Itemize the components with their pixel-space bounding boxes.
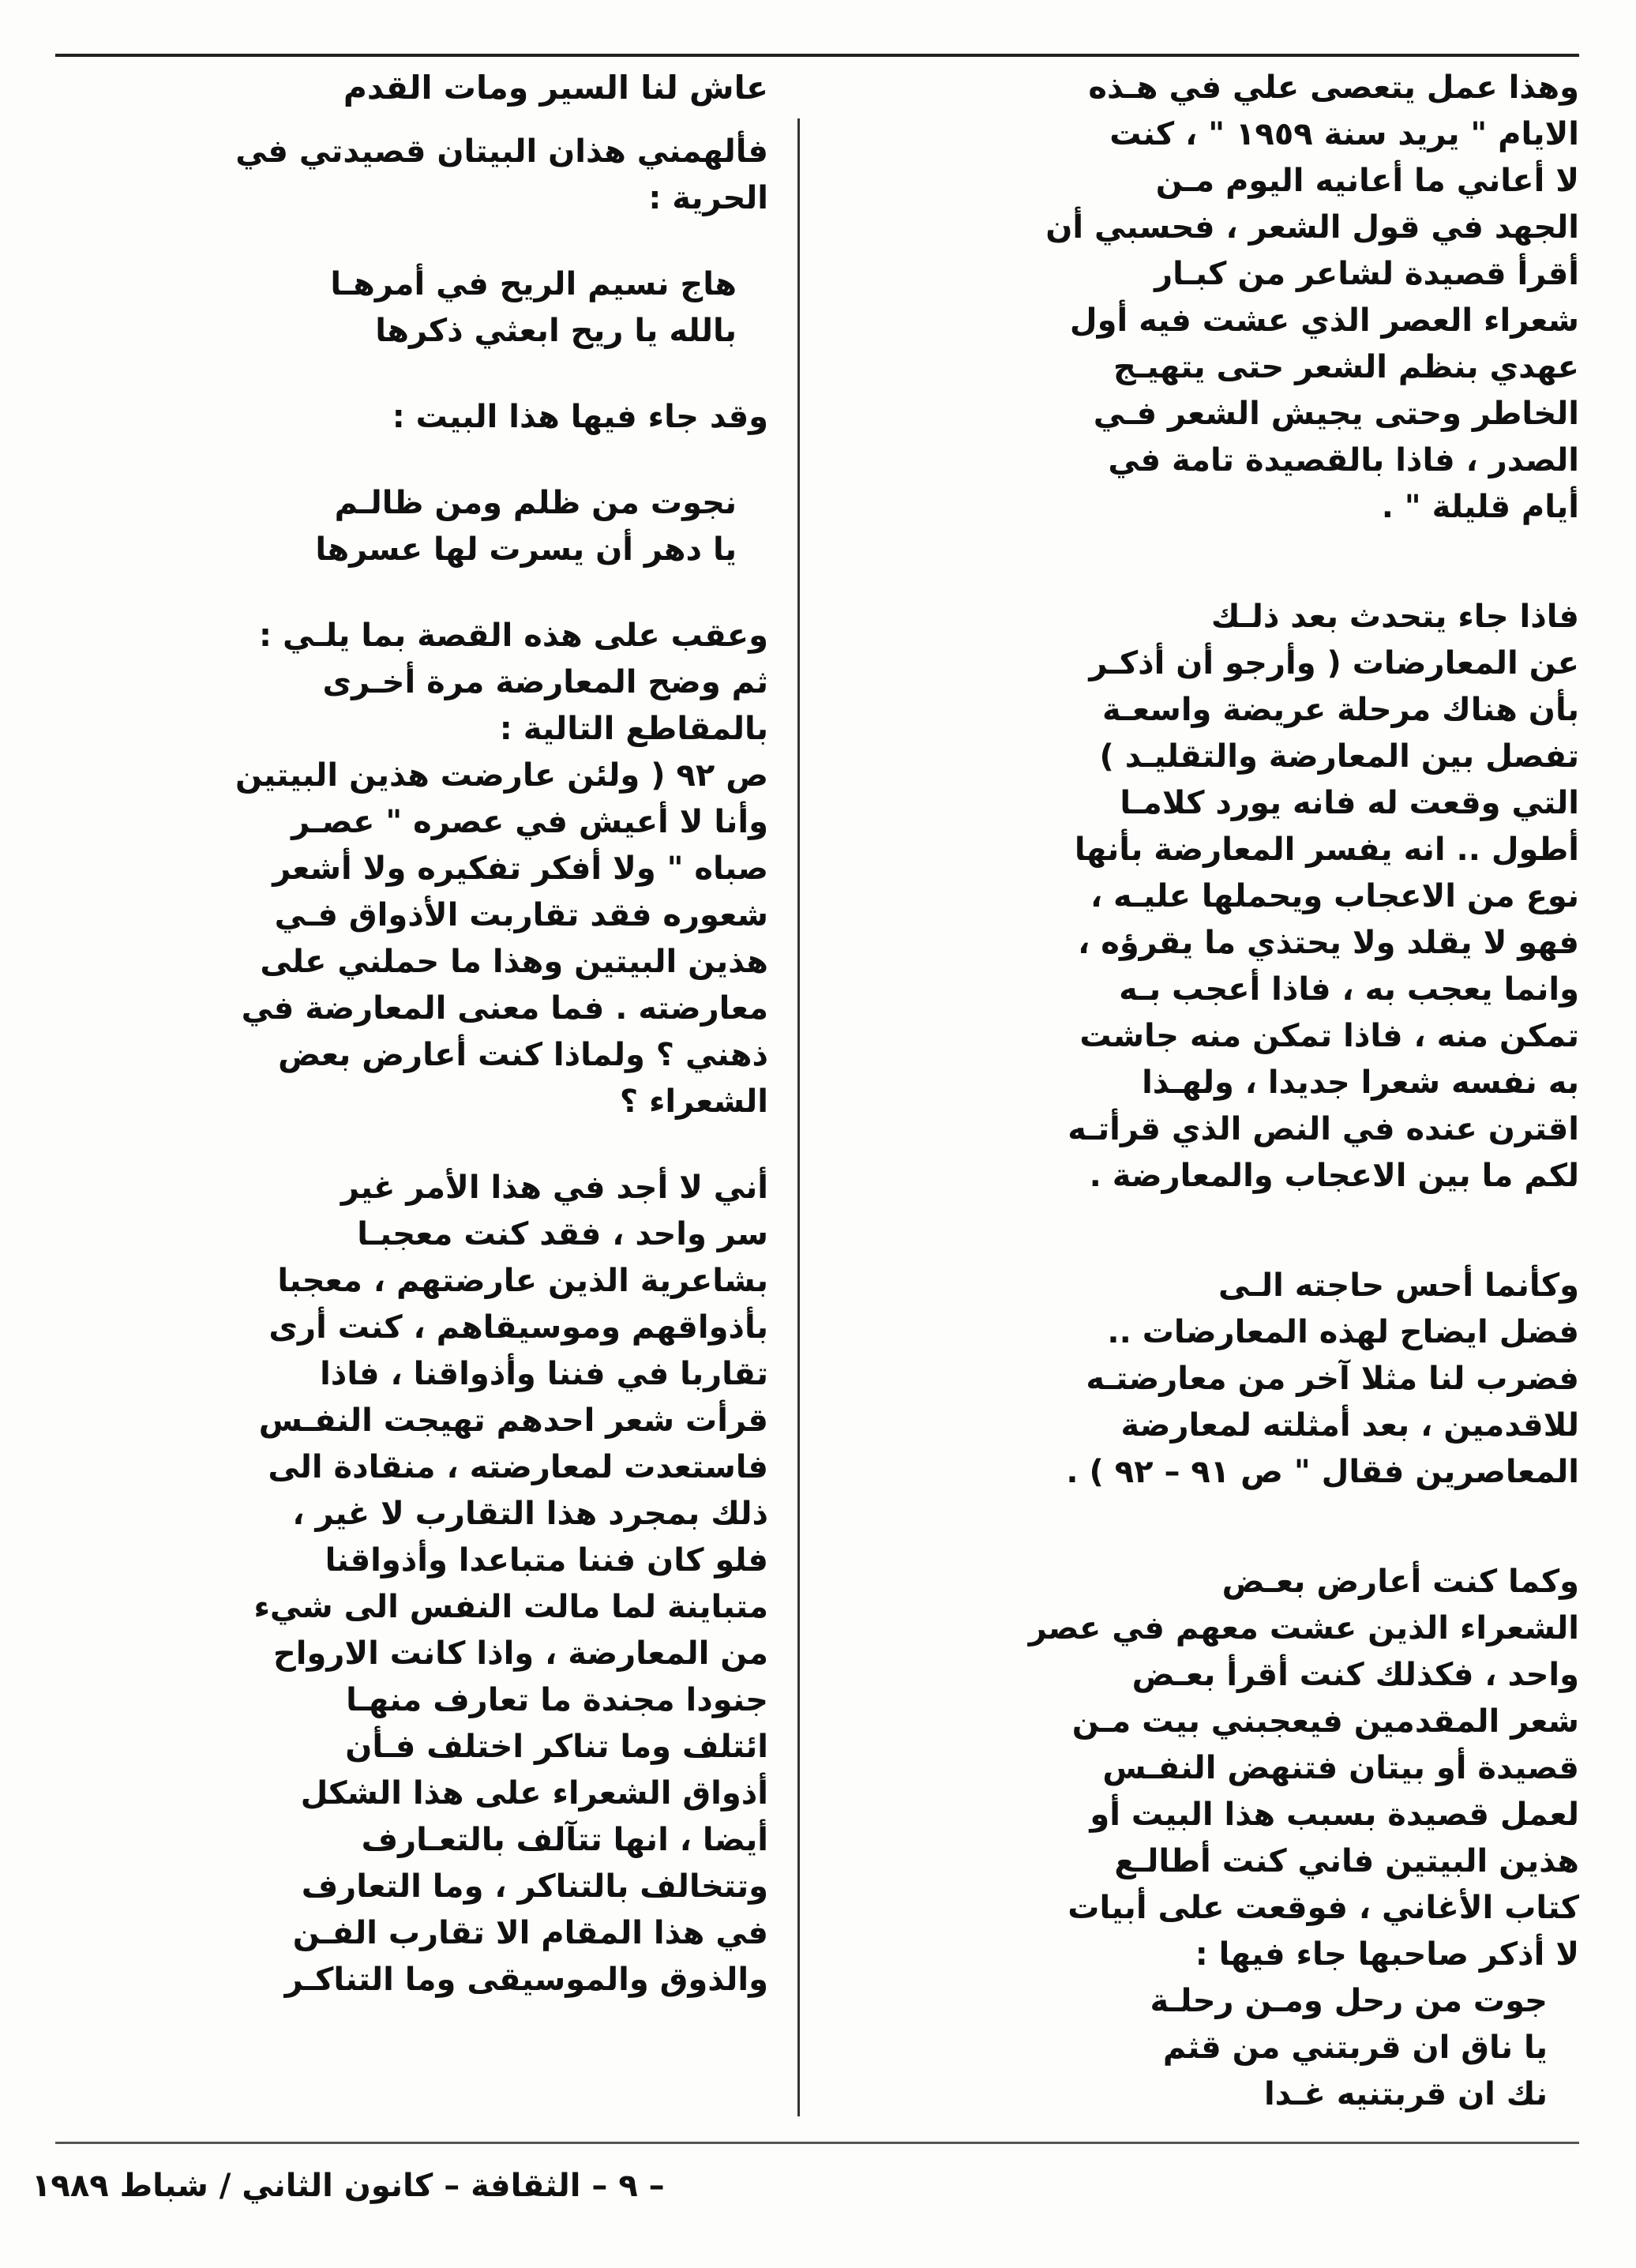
- right-verse: جوت من رحل ومـن رحلـة يا ناق ان قربتني من قثم نك ان قربتنيه غـدا: [1150, 1983, 1548, 2112]
- left-paragraph-2: وقد جاء فيها هذا البيت :: [392, 399, 768, 435]
- column-divider: [797, 118, 800, 2116]
- right-paragraph-4: وكما كنت أعارض بعـض الشعراء الذين عشت معهم في عصر واحد ، فكذلك كنت أقرأ بعـض شعر المقدمين فيعجبني بيت مـن قصيدة أو بيتان فتنهض النفـس لعمل قصيدة بسبب هذا البيت أو هذين البيتين فاني كنت أطالـع كتاب الأغاني ، فوقعت على أبيات لا أذكر صاحبها جاء فيها :: [1028, 1564, 1579, 1973]
- left-heading-line: عاش لنا السير ومات القدم: [343, 69, 768, 107]
- page-footer: – ٩ – الثقافة – كانون الثاني / شباط ١٩٨٩: [32, 2168, 665, 2204]
- left-paragraph-1: فألهمني هذان البيتان قصيدتي في الحرية :: [235, 133, 768, 216]
- left-paragraph-5: أني لا أجد في هذا الأمر غير سر واحد ، فقد كنت معجبـا بشاعرية الذين عارضتهم ، معجبا بأذواقهم وموسيقاهم ، كنت أرى تقاربا في فننا وأذواقنا ، فاذا قرأت شعر احدهم تهيجت النفـس فاستعدت لمعارضته ، منقادة الى ذلك بمجرد هذا التقارب لا غير ، فلو كان فننا متباعدا وأذواقنا متباينة لما مالت النفس الى شيء من المعارضة ، واذا كانت الارواح جنودا مجندة ما تعارف منهـا ائتلف وما تناكر اختلف فـأن أذواق الشعراء على هذا الشكل أيضا ، انها تتآلف بالتعـارف وتتخالف بالتناكر ، وما التعارف في هذا المقام الا تقارب الفـن والذوق والموسيقى وما التناكـر: [253, 1170, 768, 1998]
- right-paragraph-2: فاذا جاء يتحدث بعد ذلـك عن المعارضات ( وأرجو أن أذكـر بأن هناك مرحلة عريضة واسعـة تفصل بين المعارضة والتقليـد ) التي وقعت له فانه يورد كلامـا أطول .. انه يفسر المعارضة بأنها نوع من الاعجاب ويحملها عليـه ، فهو لا يقلد ولا يحتذي ما يقرؤه ، وانما يعجب به ، فاذا أعجب بـه تمكن منه ، فاذا تمكن منه جاشت به نفسه شعرا جديدا ، ولهـذا اقترن عنده في النص الذي قرأتـه لكم ما بين الاعجاب والمعارضة .: [1068, 599, 1579, 1194]
- top-rule: [55, 54, 1579, 57]
- right-paragraph-3: وكأنما أحس حاجته الـى فضل ايضاح لهذه المعارضات .. فضرب لنا مثلا آخر من معارضتـه للاقدمين ، بعد أمثلته لمعارضة المعاصرين فقال " ص ٩١ – ٩٢ ) .: [1066, 1267, 1579, 1490]
- bottom-rule: [55, 2142, 1579, 2144]
- left-paragraph-4: ص ٩٢ ( ولئن عارضت هذين البيتين وأنا لا أعيش في عصره " عصـر صباه " ولا أفكر تفكيره ولا أشعر شعوره فقد تقاربت الأذواق فـي هذين البيتين وهذا ما حملني على معارضته . فما معنى المعارضة في ذهني ؟ ولماذا كنت أعارض بعض الشعراء ؟: [235, 757, 768, 1120]
- left-paragraph-3: وعقب على هذه القصة بما يلـي : ثم وضح المعارضة مرة أخـرى بالمقاطع التالية :: [259, 618, 768, 747]
- right-paragraph-1: وهذا عمل يتعصى علي في هـذه الايام " يريد سنة ١٩٥٩ " ، كنت لا أعاني ما أعانيه اليوم مـن الجهد في قول الشعر ، فحسبي أن أقرأ قصيدة لشاعر من كبـار شعراء العصر الذي عشت فيه أول عهدي بنظم الشعر حتى يتهيـج الخاطر وحتى يجيش الشعر فـي الصدر ، فاذا بالقصيدة تامة في أيام قليلة " .: [1045, 69, 1579, 525]
- left-column: [30, 65, 768, 2003]
- right-column: [853, 65, 1579, 2118]
- left-verse-1: هاج نسيم الريح في أمرهـا بالله يا ريح ابعثي ذكرها: [330, 266, 737, 349]
- left-verse-2: نجوت من ظلم ومن ظالـم يا دهر أن يسرت لها عسرها: [315, 485, 737, 568]
